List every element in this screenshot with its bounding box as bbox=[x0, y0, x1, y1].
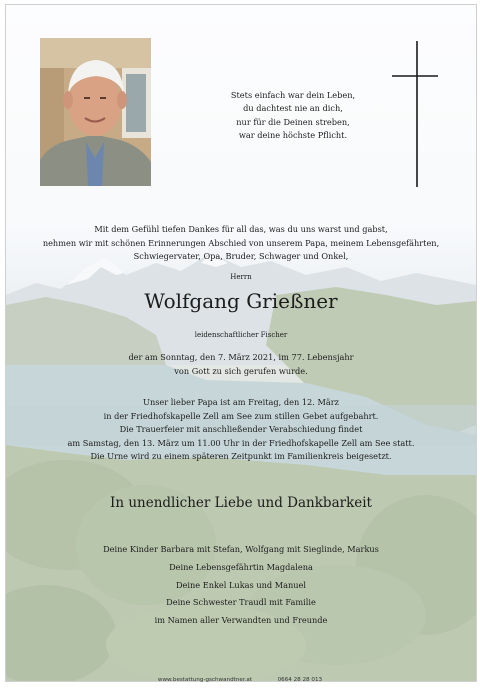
intro-line: Schwiegervater, Opa, Bruder, Schwager und Onkel, bbox=[133, 251, 349, 262]
salutation: Herrn bbox=[230, 273, 252, 281]
ceremony-line: Die Urne wird zu einem späteren Zeitpunkt im Familienkreis beigesetzt. bbox=[90, 451, 392, 462]
death-notice bbox=[6, 351, 476, 378]
ceremony-line: am Samstag, den 13. März um 11.00 Uhr in der Friedhofskapelle Zell am See statt. bbox=[67, 437, 415, 448]
mourner-line: Deine Schwester Traudl mit Familie bbox=[166, 597, 316, 608]
ceremony-details bbox=[6, 396, 476, 464]
footer-phone: 0664 28 28 013 bbox=[277, 677, 323, 683]
mourners-list bbox=[6, 541, 476, 630]
mourner-line: Deine Enkel Lukas und Manuel bbox=[175, 579, 307, 590]
intro-line: Mit dem Gefühl tiefen Dankes für all das, was du uns warst und gabst, bbox=[94, 224, 388, 234]
intro-text bbox=[6, 223, 476, 264]
poem-line: Stets einfach war dein Leben, bbox=[230, 90, 356, 100]
latin-cross-icon bbox=[392, 41, 438, 187]
ceremony-line: Die Trauerfeier mit anschließender Verabschiedung findet bbox=[119, 424, 363, 435]
portrait-photo bbox=[40, 38, 151, 186]
footer bbox=[0, 677, 480, 683]
deceased-name: Wolfgang Grießner bbox=[144, 289, 338, 313]
poem-line: war deine höchste Pflicht. bbox=[238, 130, 348, 141]
notice-content bbox=[6, 5, 476, 681]
poem-line: du dachtest nie an dich, bbox=[243, 103, 343, 114]
death-line: der am Sonntag, den 7. März 2021, im 77. Lebensjahr bbox=[128, 352, 354, 362]
poem-line: nur für die Deinen streben, bbox=[236, 116, 350, 127]
intro-line: nehmen wir mit schönen Erinnerungen Abschied von unserem Papa, meinem Lebensgefährten, bbox=[42, 237, 440, 248]
ceremony-line: in der Friedhofskapelle Zell am See zum stillen Gebet aufgebahrt. bbox=[103, 410, 379, 421]
deceased-descriptor: leidenschaftlicher Fischer bbox=[194, 331, 288, 339]
death-line: von Gott zu sich gerufen wurde. bbox=[174, 365, 308, 376]
mourner-line: Deine Lebensgefährtin Magdalena bbox=[169, 561, 313, 572]
footer-website: www.bestattung-gschwandtner.at bbox=[157, 677, 253, 683]
mourner-line: Deine Kinder Barbara mit Stefan, Wolfgang mit Sieglinde, Markus bbox=[103, 544, 379, 554]
memorial-poem bbox=[198, 89, 388, 143]
mourner-line: im Namen aller Verwandten und Freunde bbox=[154, 615, 328, 626]
closing-heading: In unendlicher Liebe und Dankbarkeit bbox=[110, 495, 372, 511]
ceremony-line: Unser lieber Papa ist am Freitag, den 12. März bbox=[143, 397, 339, 407]
parte-card bbox=[5, 4, 477, 682]
